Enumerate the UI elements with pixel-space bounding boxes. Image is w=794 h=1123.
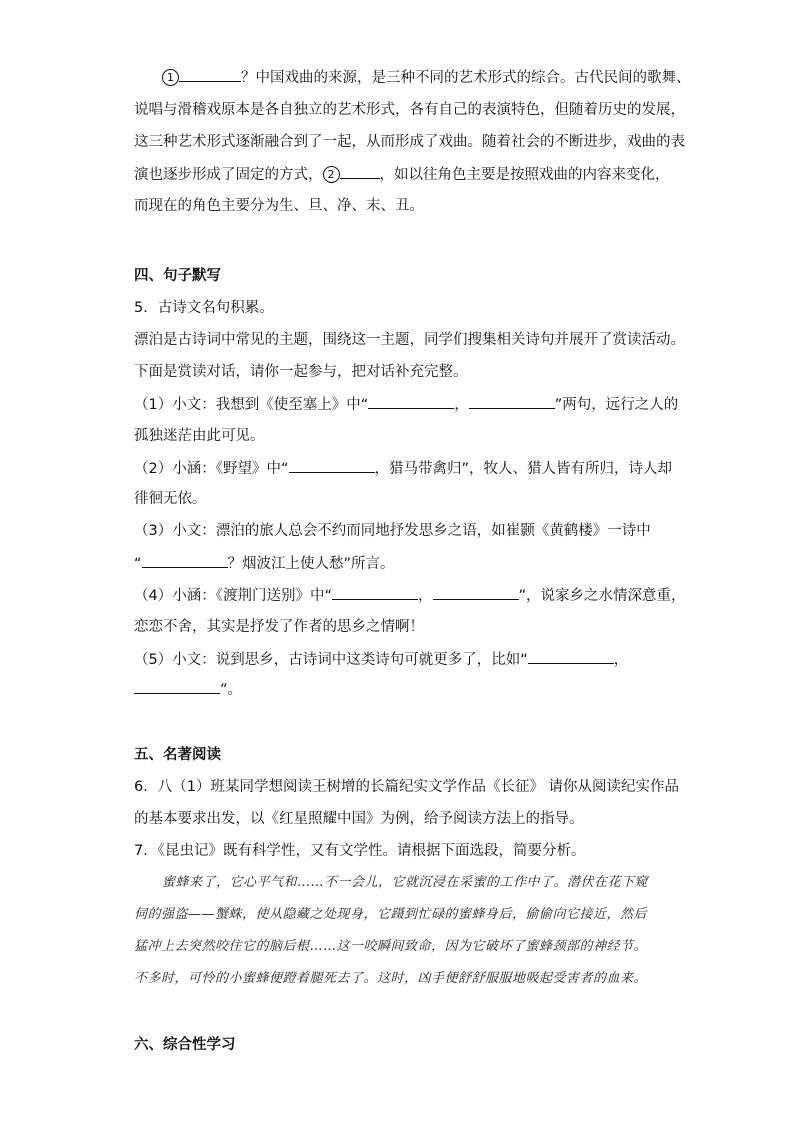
subq2-line2: 徘徊无依。 xyxy=(134,491,207,507)
para1-line3: 这三种艺术形式逐渐融合到了一起，从而形成了戏曲。随着社会的不断进步，戏曲的表 xyxy=(134,134,685,150)
fill-blank-s4-1[interactable] xyxy=(332,585,418,600)
fill-blank-s4-2[interactable] xyxy=(433,585,519,600)
subq5-line1: （5）小文：说到思乡，古诗词中这类诗句可就更多了，比如“ ， xyxy=(134,649,628,670)
fill-blank-s1-2[interactable] xyxy=(469,394,555,409)
question-5: 5．古诗文名句积累。 xyxy=(134,300,274,316)
excerpt-line3: 猛冲上去突然咬住它的脑后根……这一咬瞬间致命，因为它破坏了蜜蜂颈部的神经节。 xyxy=(134,939,648,954)
subq4-line1: （4）小涵：《渡荆门送别》中“ ， ”，说家乡之水情深意重， xyxy=(134,585,686,606)
section6-heading: 六、综合性学习 xyxy=(134,1037,236,1053)
fill-blank-s5-2[interactable] xyxy=(134,679,220,694)
fill-blank-s5-1[interactable] xyxy=(528,649,614,664)
subq1-line2: 孤独迷茫由此可见。 xyxy=(134,428,265,444)
subq2-line1: （2）小涵：《野望》中“ ，猎马带禽归”，牧人、猎人皆有所归，诗人却 xyxy=(134,458,672,479)
subq3-line2: “ ？烟波江上使人愁”所言。 xyxy=(134,553,395,574)
excerpt-line4: 不多时，可怜的小蜜蜂便蹬着腿死去了。这时，凶手便舒舒服服地吸起受害者的血来。 xyxy=(134,971,648,986)
blank-marker-1: 1 xyxy=(162,69,179,86)
fill-blank-s1-1[interactable] xyxy=(368,394,454,409)
fill-blank-s3[interactable] xyxy=(142,553,228,568)
subq5-line2: ”。 xyxy=(134,679,242,700)
subq4-line2: 恋恋不舍，其实是抒发了作者的思乡之情啊！ xyxy=(134,619,424,635)
blank-marker-2: 2 xyxy=(323,166,340,183)
subq1-line1: （1）小文：我想到《使至塞上》中“ ， ”两句，远行之人的 xyxy=(134,394,678,415)
question-6-line2: 的基本要求出发，以《红星照耀中国》为例，给予阅读方法上的指导。 xyxy=(134,811,584,827)
excerpt-line1: 蜜蜂来了，它心平气和……不一会儿，它就沉浸在采蜜的工作中了。潜伏在花下窥 xyxy=(162,875,649,890)
section5-heading: 五、名著阅读 xyxy=(134,747,221,763)
section4-heading: 四、句子默写 xyxy=(134,268,221,284)
para1-line4: 演也逐步形成了固定的方式， 2 ，如以往角色主要是按照戏曲的内容来变化， xyxy=(134,164,670,185)
fill-blank-1[interactable] xyxy=(179,67,241,82)
question-6-line1: 6．八（1）班某同学想阅读王树增的长篇纪实文学作品《长征》 请你从阅读纪实作品 xyxy=(134,779,680,795)
intro-line1: 漂泊是古诗词中常见的主题，围绕这一主题，同学们搜集相关诗句并展开了赏读活动。 xyxy=(134,332,685,348)
para1-line1: 1 ？中国戏曲的来源，是三种不同的艺术形式的综合。古代民间的歌舞、 xyxy=(162,67,691,88)
intro-line2: 下面是赏读对话，请你一起参与，把对话补充完整。 xyxy=(134,364,468,380)
fill-blank-s2[interactable] xyxy=(289,458,375,473)
excerpt-line2: 伺的强盗——蟹蛛，使从隐藏之处现身，它蹑到忙碌的蜜蜂身后，偷偷向它接近，然后 xyxy=(134,907,648,922)
para1-line5: 而现在的角色主要分为生、旦、净、末、丑。 xyxy=(134,198,424,214)
para1-line2: 说唱与滑稽戏原本是各自独立的艺术形式，各有自己的表演特色，但随着历史的发展， xyxy=(134,102,685,118)
question-7: 7．《昆虫记》既有科学性，又有文学性。请根据下面选段，简要分析。 xyxy=(134,843,586,859)
subq3-line1: （3）小文：漂泊的旅人总会不约而同地抒发思乡之语，如崔颢《黄鹤楼》一诗中 xyxy=(134,523,651,539)
fill-blank-2[interactable] xyxy=(340,164,380,179)
